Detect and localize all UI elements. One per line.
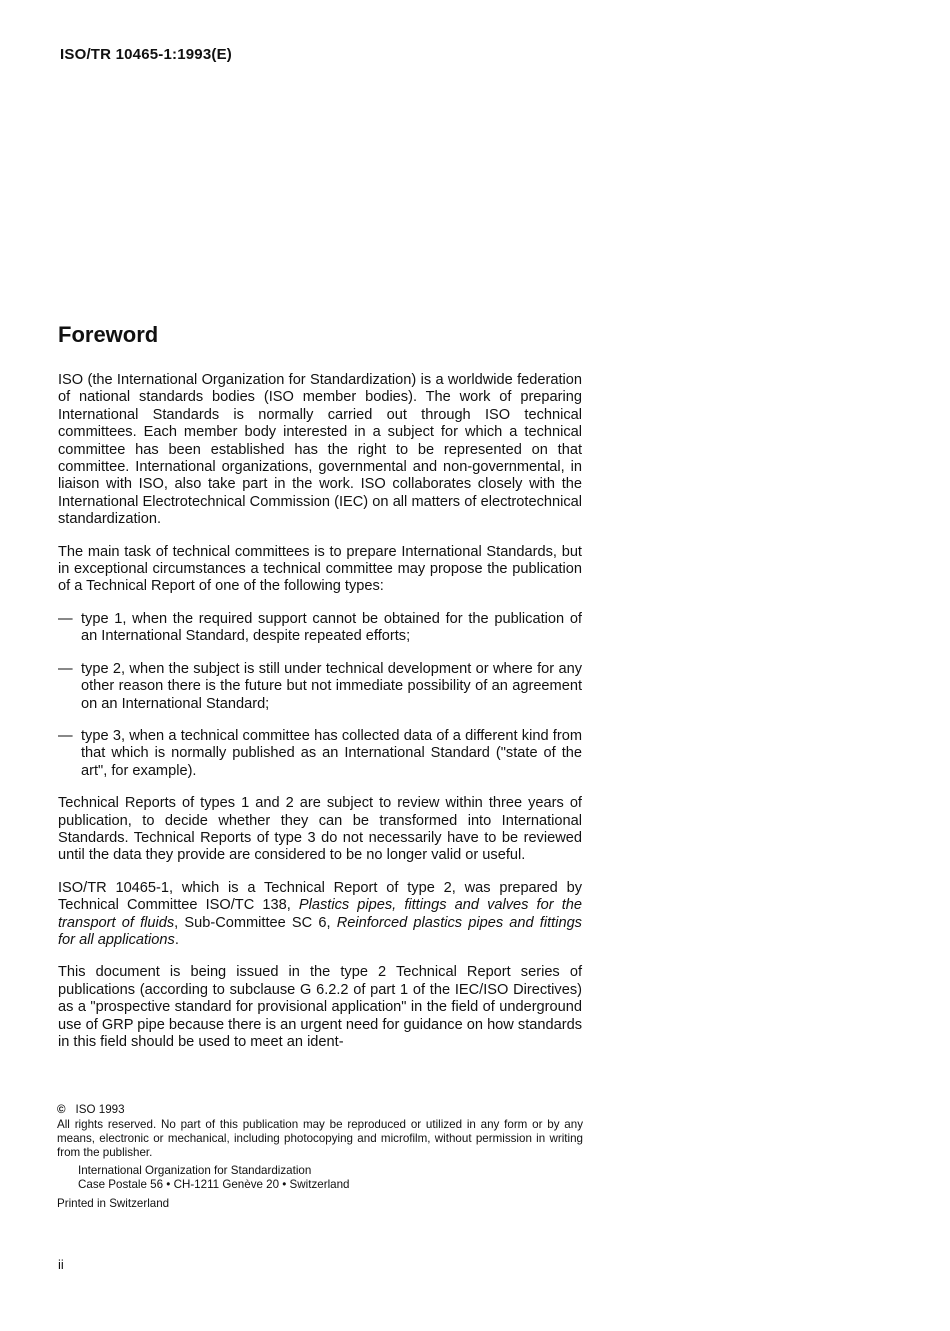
dash-bullet: — bbox=[58, 610, 73, 627]
subcommittee-title: Reinforced plastics pipes and fittings for all applications bbox=[58, 914, 582, 948]
list-item bbox=[58, 661, 582, 713]
committee-title: Plastics pipes, fittings and valves for the transport of fluids bbox=[58, 897, 582, 931]
list-item bbox=[58, 728, 582, 780]
dash-bullet: — bbox=[58, 727, 73, 744]
printed-location: Printed in Switzerland bbox=[57, 1197, 170, 1210]
paragraph-technical-committees: The main task of technical committees is to prepare International Standards, but in exceptional circumstances a technical committee may propose the publication of a Technical Report of one of the following types: bbox=[58, 543, 582, 595]
preparation-text-3: . bbox=[174, 931, 179, 948]
page-number: ii bbox=[58, 1257, 64, 1272]
list-item-text: type 3, when a technical committee has collected data of a different kind from that which is normally published as an International Standard ("state of the art", for example). bbox=[81, 727, 582, 779]
paragraph-preparation bbox=[58, 880, 582, 950]
list-item bbox=[58, 611, 582, 646]
foreword-body bbox=[58, 372, 582, 1051]
organization-name: International Organization for Standardization bbox=[78, 1164, 312, 1177]
paragraph-issuance: This document is being issued in the type 2 Technical Report series of publications (according to subclause G 6.2.2 of part 1 of the IEC/ISO Directives) as a "prospective standard for provisional application" in the field of underground use of GRP pipe because there is an urgent need for guidance on how standards in this field should be used to meet an ident- bbox=[58, 964, 582, 1050]
section-title: Foreword bbox=[58, 322, 159, 347]
preparation-text-2: , Sub-Committee SC 6, bbox=[174, 914, 337, 931]
paragraph-iso-intro: ISO (the International Organization for Standardization) is a worldwide federation of national standards bodies (ISO member bodies). The work of preparing International Standards is normally carried out through ISO technical committees. Each member body interested in a subject for which a technical committee has been established has the right to be represented on that committee. International organizations, governmental and non-governmental, in liaison with ISO, also take part in the work. ISO collaborates closely with the International Electrotechnical Commission (IEC) on all matters of electrotechnical standardization. bbox=[58, 372, 582, 528]
list-item-text: type 2, when the subject is still under technical development or where for any other reason there is the future but not immediate possibility of an agreement on an International Standard; bbox=[81, 660, 582, 712]
paragraph-review: Technical Reports of types 1 and 2 are subject to review within three years of publication, to decide whether they can be transformed into International Standards. Technical Reports of type 3 do not necessarily have to be reviewed until the data they provide are considered to be no longer valid or useful. bbox=[58, 795, 582, 864]
copyright-block bbox=[57, 1103, 583, 1211]
document-identifier: ISO/TR 10465-1:1993(E) bbox=[60, 46, 232, 63]
rights-statement: All rights reserved. No part of this publication may be reproduced or utilized in any form or by any means, electronic or mechanical, including photocopying and microfilm, without permission in writing from the publisher. bbox=[57, 1118, 583, 1159]
copyright-line bbox=[57, 1103, 583, 1117]
report-types-list bbox=[58, 611, 582, 780]
copyright-year: ISO 1993 bbox=[75, 1103, 125, 1116]
preparation-text-1: ISO/TR 10465-1, which is a Technical Report of type 2, was prepared by Technical Committee ISO/TC 138, bbox=[58, 879, 582, 914]
dash-bullet: — bbox=[58, 660, 73, 677]
organization-address bbox=[78, 1164, 583, 1192]
list-item-text: type 1, when the required support cannot be obtained for the publication of an International Standard, despite repeated efforts; bbox=[81, 610, 582, 645]
copyright-icon: © bbox=[57, 1103, 66, 1116]
postal-address: Case Postale 56 • CH-1211 Genève 20 • Switzerland bbox=[78, 1178, 350, 1191]
